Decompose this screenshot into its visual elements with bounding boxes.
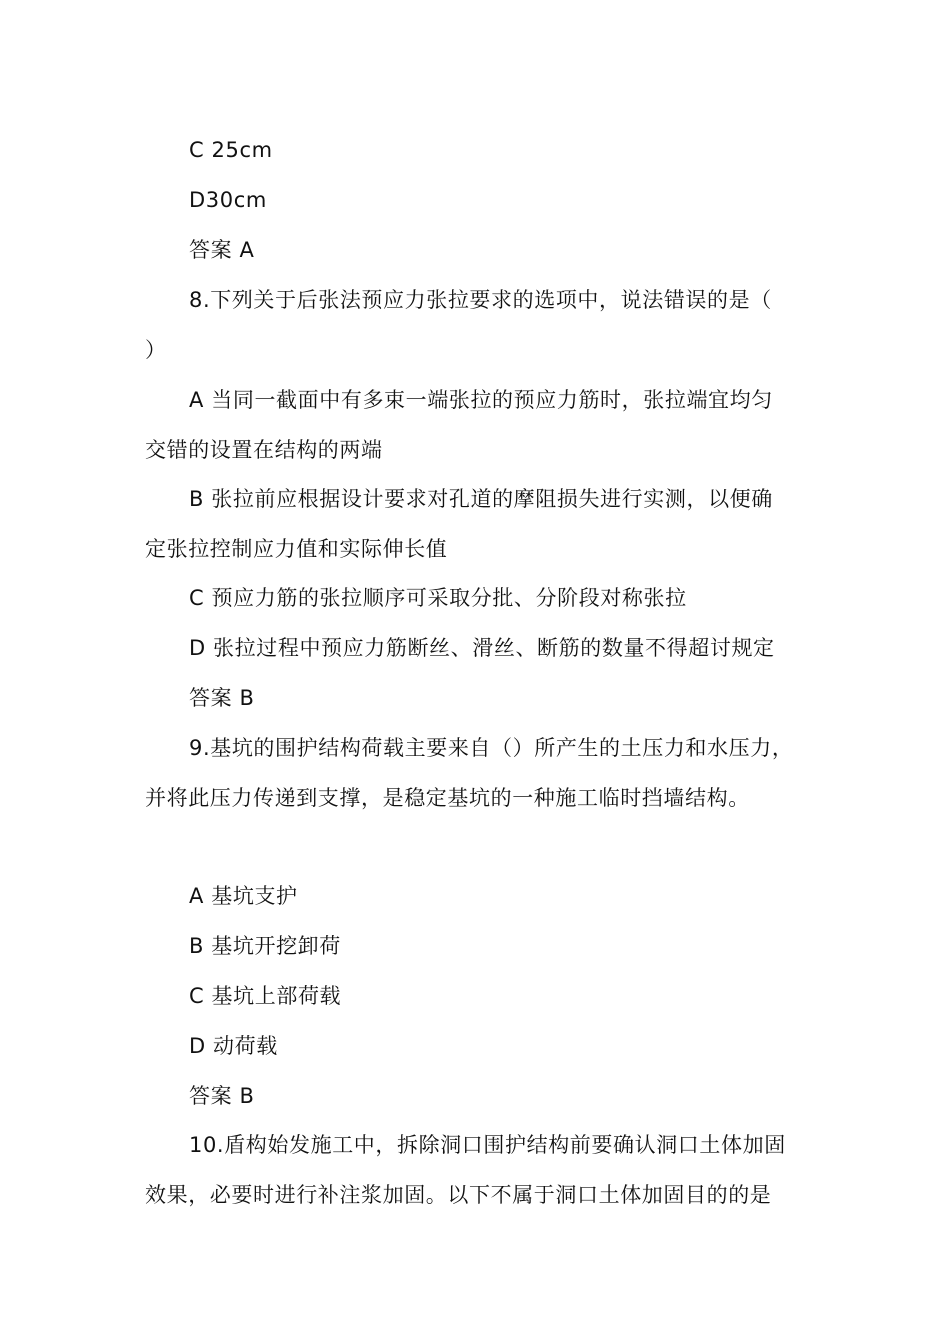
answer-q7: 答案 A [189, 238, 255, 262]
question-10-line-1: 10.盾构始发施工中，拆除洞口围护结构前要确认洞口土体加固 [189, 1133, 786, 1157]
option-c-q9: C 基坑上部荷载 [189, 984, 342, 1008]
option-d-q8: D 张拉过程中预应力筋断丝、滑丝、断筋的数量不得超讨规定 [189, 636, 775, 660]
answer-q8: 答案 B [189, 686, 255, 710]
option-b-q8-line-2: 定张拉控制应力值和实际伸长值 [145, 537, 448, 561]
option-d-q7: D30cm [189, 188, 267, 212]
question-10-line-2: 效果，必要时进行补注浆加固。以下不属于洞口土体加固目的的是 [145, 1183, 772, 1207]
question-9-line-2: 并将此压力传递到支撑，是稳定基坑的一种施工临时挡墙结构。 [145, 786, 750, 810]
option-c-q8: C 预应力筋的张拉顺序可采取分批、分阶段对称张拉 [189, 586, 687, 610]
question-9-line-1: 9.基坑的围护结构荷载主要来自（）所产生的土压力和水压力， [189, 736, 794, 760]
option-d-q9: D 动荷载 [189, 1034, 278, 1058]
option-a-q9: A 基坑支护 [189, 884, 298, 908]
option-c-q7: C 25cm [189, 138, 273, 162]
answer-q9: 答案 B [189, 1084, 255, 1108]
question-8-line-1: 8.下列关于后张法预应力张拉要求的选项中，说法错误的是（ [189, 288, 772, 312]
option-b-q9: B 基坑开挖卸荷 [189, 934, 341, 958]
option-a-q8-line-2: 交错的设置在结构的两端 [145, 438, 383, 462]
question-8-line-2: ） [145, 338, 167, 362]
option-a-q8-line-1: A 当同一截面中有多束一端张拉的预应力筋时，张拉端宜均匀 [189, 388, 773, 412]
option-b-q8-line-1: B 张拉前应根据设计要求对孔道的摩阻损失进行实测，以便确 [189, 487, 773, 511]
